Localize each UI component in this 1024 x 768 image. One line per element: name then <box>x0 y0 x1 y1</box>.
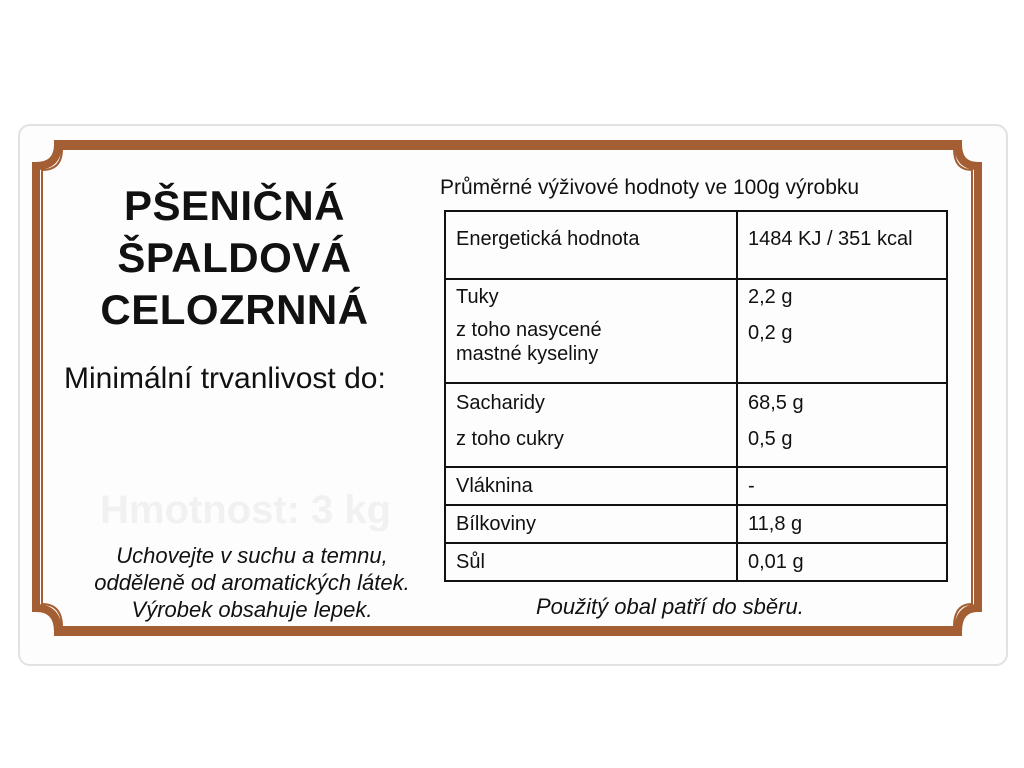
energy-value: 1484 KJ / 351 kcal <box>748 228 913 250</box>
protein-label: Bílkoviny <box>456 513 537 535</box>
fiber-label: Vláknina <box>456 475 533 497</box>
table-cell <box>737 279 947 383</box>
nutrition-table <box>444 210 948 582</box>
table-cell <box>445 211 737 279</box>
best-before-label: Minimální trvanlivost do: <box>64 362 386 395</box>
fat-value: 2,2 g <box>748 286 793 308</box>
table-row-energy <box>445 211 947 279</box>
storage-line: odděleně od aromatických látek. <box>94 570 410 595</box>
product-title <box>62 180 407 336</box>
carbs-value: 68,5 g <box>748 392 804 414</box>
energy-label: Energetická hodnota <box>456 228 640 250</box>
table-cell <box>445 383 737 467</box>
table-cell <box>737 383 947 467</box>
table-row-protein <box>445 505 947 543</box>
salt-value: 0,01 g <box>748 551 804 573</box>
storage-instructions <box>58 542 446 623</box>
table-cell <box>737 467 947 505</box>
carbs-sub-value: 0,5 g <box>748 428 793 450</box>
fat-label: Tuky <box>456 286 499 308</box>
table-cell <box>445 467 737 505</box>
protein-value: 11,8 g <box>748 513 803 535</box>
table-row-fat <box>445 279 947 383</box>
table-cell <box>445 505 737 543</box>
fiber-value: - <box>748 475 755 497</box>
carbs-label: Sacharidy <box>456 392 545 414</box>
product-title-line: ŠPALDOVÁ <box>117 234 352 281</box>
table-cell <box>445 543 737 581</box>
table-cell <box>737 543 947 581</box>
recycling-note: Použitý obal patří do sběru. <box>536 594 804 619</box>
table-row-salt <box>445 543 947 581</box>
table-cell <box>737 505 947 543</box>
fat-sub-label-1: z toho nasycené <box>456 319 602 341</box>
product-title-line: CELOZRNNÁ <box>100 286 369 333</box>
table-cell <box>445 279 737 383</box>
fat-sub-label-2: mastné kyseliny <box>456 343 599 365</box>
storage-line: Uchovejte v suchu a temnu, <box>116 543 388 568</box>
carbs-sub-label: z toho cukry <box>456 428 564 450</box>
faded-weight-text: Hmotnost: 3 kg <box>100 488 392 532</box>
table-row-fiber <box>445 467 947 505</box>
table-cell <box>737 211 947 279</box>
storage-line: Výrobek obsahuje lepek. <box>131 597 373 622</box>
table-row-carbs <box>445 383 947 467</box>
salt-label: Sůl <box>456 551 485 573</box>
product-title-line: PŠENIČNÁ <box>123 182 346 229</box>
nutrition-heading: Průměrné výživové hodnoty ve 100g výrobku <box>440 176 860 199</box>
fat-sub-value: 0,2 g <box>748 322 793 344</box>
